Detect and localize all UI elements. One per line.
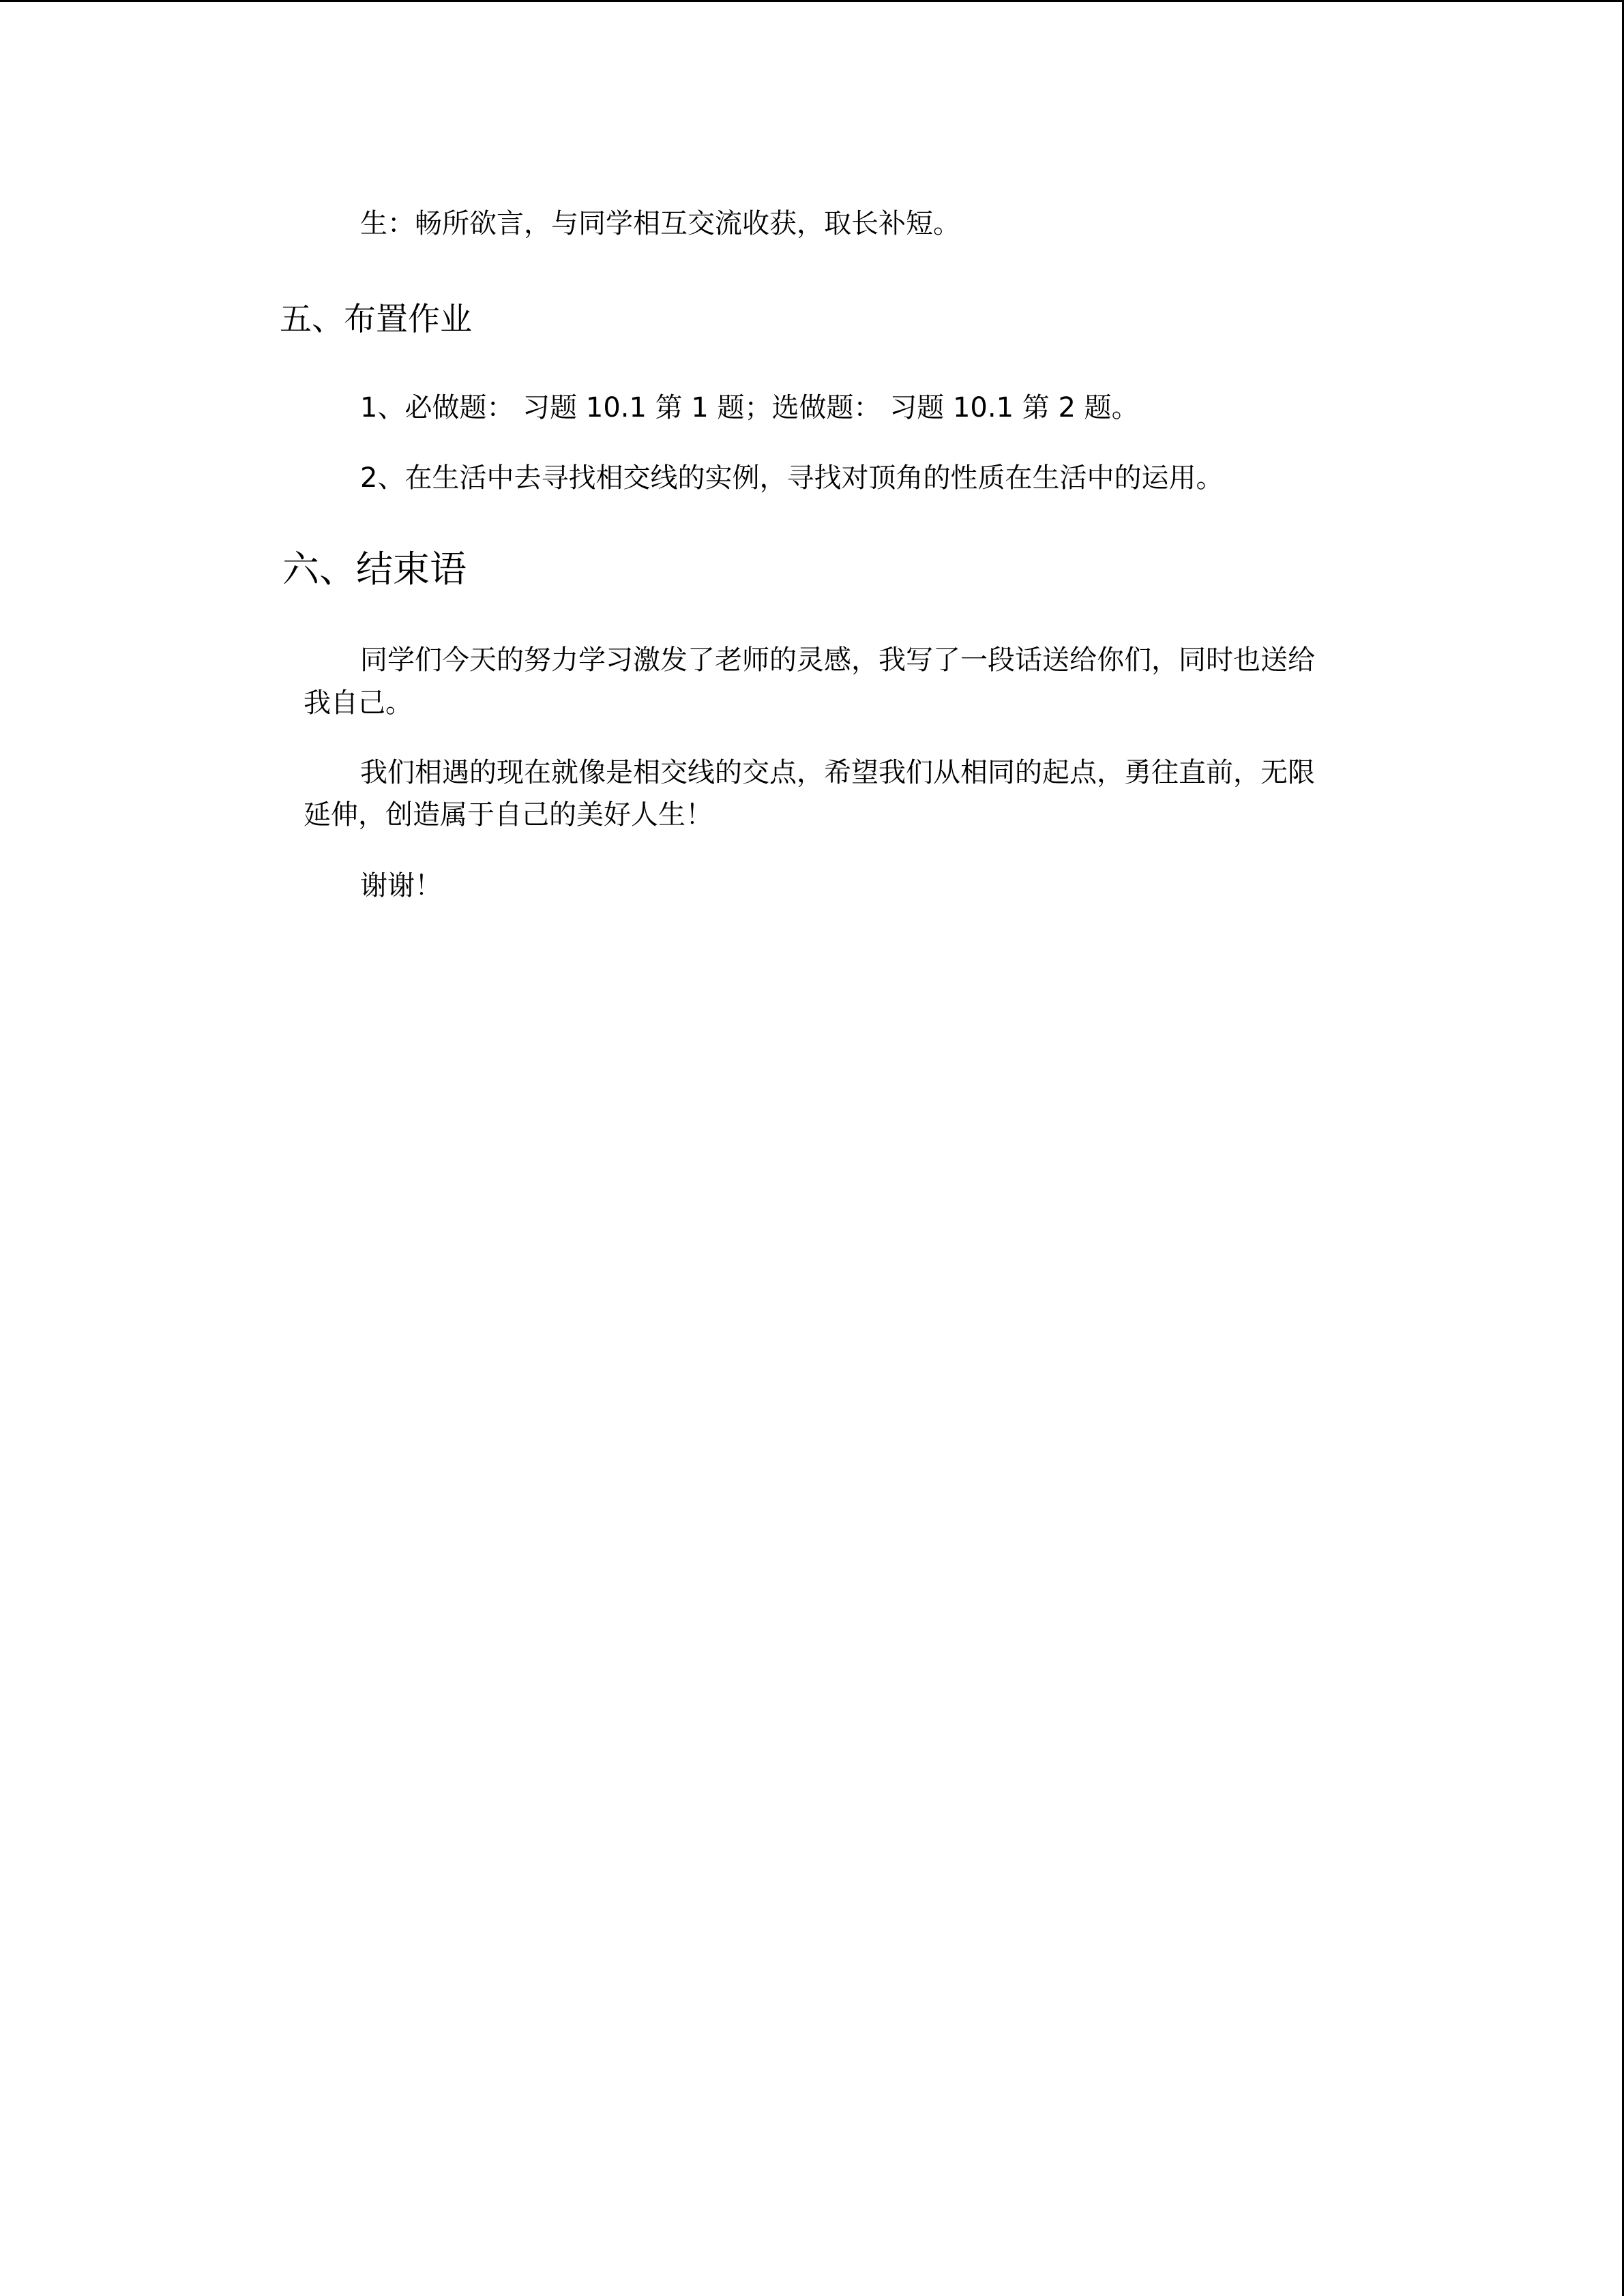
closing-paragraph-2-line-1: 我们相遇的现在就像是相交线的交点，希望我们从相同的起点，勇往直前，无限 — [360, 757, 1315, 788]
closing-thanks: 谢谢！ — [360, 870, 442, 901]
closing-paragraph-1-line-1: 同学们今天的努力学习激发了老师的灵感，我写了一段话送给你们，同时也送给 — [360, 644, 1315, 676]
closing-paragraph-1-line-2: 我自己。 — [304, 687, 413, 719]
homework-item-2: 2、在生活中去寻找相交线的实例，寻找对顶角的性质在生活中的运用。 — [360, 462, 1224, 494]
student-response-line: 生：畅所欲言，与同学相互交流收获，取长补短。 — [360, 208, 960, 239]
section6-heading: 六、结束语 — [282, 548, 467, 591]
section5-heading: 五、布置作业 — [280, 301, 472, 338]
homework-item-1: 1、必做题： 习题 10.1 第 1 题；选做题： 习题 10.1 第 2 题。 — [360, 392, 1139, 423]
closing-paragraph-2-line-2: 延伸，创造属于自己的美好人生！ — [304, 799, 713, 831]
